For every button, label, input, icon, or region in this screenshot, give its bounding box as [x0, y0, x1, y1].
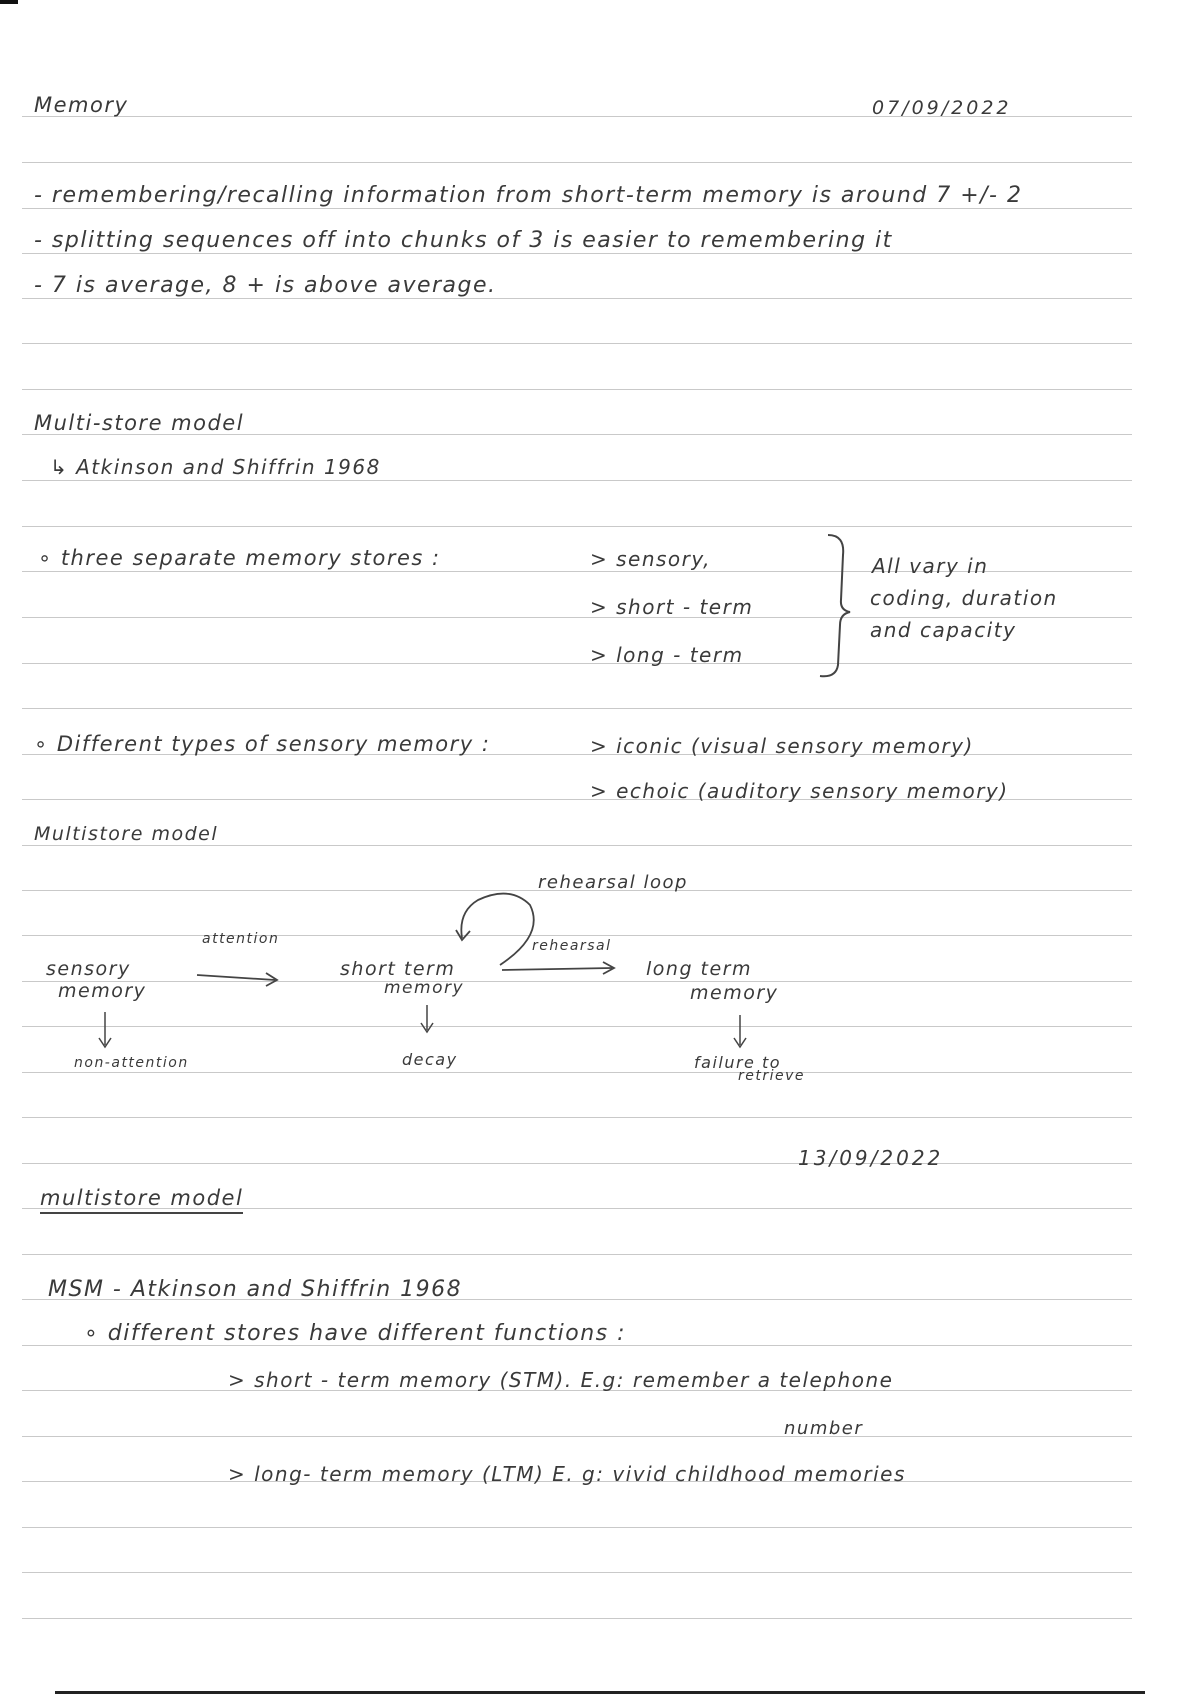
second-entry-point: ∘ different stores have different functions :	[84, 1321, 627, 1346]
stores-note: coding, duration	[870, 586, 1058, 610]
page-date: 07/09/2022	[872, 97, 1012, 119]
node-short-term-memory: short term	[340, 958, 456, 980]
node-sensory-memory: memory	[58, 980, 147, 1002]
stores-note: and capacity	[870, 618, 1017, 642]
page-title: Memory	[34, 93, 129, 117]
loss-decay: decay	[402, 1050, 458, 1069]
diagram-heading: Multistore model	[34, 823, 219, 845]
second-entry-example: > short - term memory (STM). E.g: remember a telephone	[228, 1368, 894, 1392]
intro-line: - splitting sequences off into chunks of 3 is easier to remembering it	[34, 228, 893, 253]
stores-note: All vary in	[872, 554, 989, 578]
node-long-term-memory: long term	[646, 958, 753, 980]
second-entry-example: number	[784, 1418, 864, 1439]
loss-failure-to-retrieve: retrieve	[738, 1068, 806, 1084]
node-long-term-memory: memory	[690, 982, 779, 1004]
second-entry-reference: MSM - Atkinson and Shiffrin 1968	[48, 1277, 463, 1302]
section-reference: ↳ Atkinson and Shiffrin 1968	[50, 455, 381, 479]
section-heading: Multi-store model	[34, 411, 245, 435]
loss-non-attention: non-attention	[74, 1055, 189, 1071]
second-entry-example: > long- term memory (LTM) E. g: vivid childhood memories	[228, 1462, 906, 1486]
rehearsal-loop-arrow	[456, 894, 534, 965]
down-arrows	[99, 1005, 746, 1047]
edge-label-rehearsal: rehearsal	[532, 938, 612, 954]
sensory-type: > iconic (visual sensory memory)	[590, 734, 974, 758]
loss-failure-to-retrieve: failure to	[694, 1053, 782, 1072]
intro-line: - remembering/recalling information from short-term memory is around 7 +/- 2	[34, 183, 1023, 208]
store-item: > short - term	[590, 595, 754, 619]
node-sensory-memory: sensory	[46, 958, 131, 980]
stores-intro: ∘ three separate memory stores :	[38, 546, 441, 570]
rehearsal-loop-label: rehearsal loop	[538, 872, 688, 893]
store-item: > sensory,	[590, 547, 712, 571]
page-bottom-edge	[55, 1691, 1145, 1694]
edge-label-attention: attention	[202, 931, 280, 947]
second-entry-date: 13/09/2022	[798, 1146, 944, 1170]
intro-line: - 7 is average, 8 + is above average.	[34, 273, 497, 298]
sensory-intro: ∘ Different types of sensory memory :	[34, 732, 491, 756]
node-short-term-memory: memory	[384, 978, 465, 998]
store-item: > long - term	[590, 643, 744, 667]
sensory-type: > echoic (auditory sensory memory)	[590, 779, 1009, 803]
second-entry-heading: multistore model	[40, 1186, 243, 1214]
attention-arrow	[197, 973, 277, 986]
rehearsal-arrow	[502, 962, 614, 974]
